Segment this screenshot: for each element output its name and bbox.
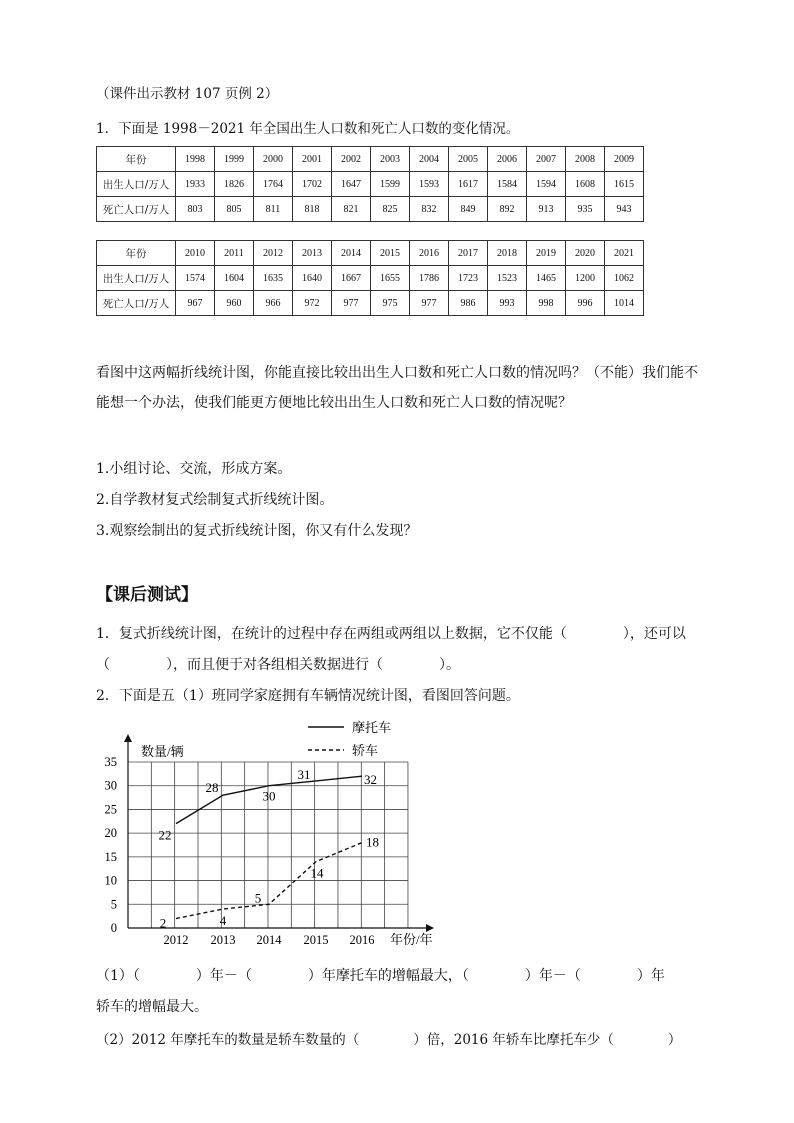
test-question-1-line-1: 1．复式折线统计图，在统计的过程中存在两组或两组以上数据，它不仅能（ ），还可以 [96, 626, 686, 642]
step-1: 1.小组讨论、交流，形成方案。 [96, 461, 292, 477]
x-axis-arrow [426, 924, 434, 932]
y-tick-label: 10 [104, 873, 117, 888]
sub-question-1-line-2: 轿车的增幅最大。 [96, 999, 208, 1015]
table-cell: 2013 [293, 241, 332, 266]
table-cell: 2002 [332, 147, 371, 172]
table-row-label: 出生人口/万人 [97, 266, 176, 291]
table-cell: 960 [215, 291, 254, 316]
table-cell: 1604 [215, 266, 254, 291]
data-label: 30 [262, 788, 276, 804]
table-cell: 1608 [566, 172, 605, 197]
table-cell: 2011 [215, 241, 254, 266]
y-axis-arrow [124, 734, 132, 742]
y-tick-label: 35 [104, 755, 117, 769]
table-cell: 2003 [371, 147, 410, 172]
table-cell: 1764 [254, 172, 293, 197]
table-cell: 2021 [605, 241, 644, 266]
table-cell: 2008 [566, 147, 605, 172]
table-cell: 1999 [215, 147, 254, 172]
sub-question-1-line-1: （1）（ ）年－（ ）年摩托车的增幅最大，（ ）年－（ ）年 [96, 968, 665, 984]
table-cell: 2014 [332, 241, 371, 266]
table-cell: 972 [293, 291, 332, 316]
x-tick-label: 2014 [256, 933, 282, 947]
question-1-title: 1．下面是 1998－2021 年全国出生人口数和死亡人口数的变化情况。 [96, 121, 520, 137]
x-axis-label: 年份/年 [390, 932, 433, 947]
table-cell: 993 [488, 291, 527, 316]
table-cell: 2019 [527, 241, 566, 266]
data-label: 31 [297, 766, 311, 782]
table-cell: 975 [371, 291, 410, 316]
step-2: 2.自学教材复式绘制复式折线统计图。 [96, 492, 334, 508]
table-cell: 1617 [449, 172, 488, 197]
table-cell: 2006 [488, 147, 527, 172]
data-label: 28 [205, 780, 219, 796]
data-label: 4 [219, 913, 227, 929]
table-cell: 2009 [605, 147, 644, 172]
intro-note: （课件出示教材 107 页例 2） [96, 86, 279, 102]
x-tick-label: 2016 [349, 933, 375, 947]
table-cell: 943 [605, 197, 644, 222]
table-row-label: 死亡人口/万人 [97, 291, 176, 316]
table-cell: 2004 [410, 147, 449, 172]
table-cell: 2018 [488, 241, 527, 266]
table-cell: 1584 [488, 172, 527, 197]
table-row-label: 出生人口/万人 [97, 172, 176, 197]
data-label: 32 [364, 772, 377, 788]
x-tick-label: 2013 [210, 933, 236, 947]
table-cell: 1826 [215, 172, 254, 197]
table-cell: 2010 [176, 241, 215, 266]
table-cell: 2000 [254, 147, 293, 172]
table-cell: 821 [332, 197, 371, 222]
table-cell: 2005 [449, 147, 488, 172]
table-cell: 1667 [332, 266, 371, 291]
legend-label: 轿车 [352, 743, 379, 758]
table-cell: 1723 [449, 266, 488, 291]
table-row-label: 死亡人口/万人 [97, 197, 176, 222]
table-cell: 1998 [176, 147, 215, 172]
table-cell: 2007 [527, 147, 566, 172]
table-cell: 966 [254, 291, 293, 316]
x-tick-label: 2012 [163, 933, 189, 947]
discussion-paragraph: 看图中这两幅折线统计图，你能直接比较出出生人口数和死亡人口数的情况吗？（不能）我们能不能想一个办法，使我们能更方便地比较出出生人口数和死亡人口数的情况呢？ [96, 365, 698, 411]
table-cell: 1635 [254, 266, 293, 291]
table-cell: 2015 [371, 241, 410, 266]
table-cell: 1200 [566, 266, 605, 291]
table-header-label: 年份 [97, 147, 176, 172]
y-tick-label: 5 [110, 897, 117, 912]
table-cell: 1647 [332, 172, 371, 197]
table-cell: 2020 [566, 241, 605, 266]
table-cell: 1014 [605, 291, 644, 316]
table-cell: 832 [410, 197, 449, 222]
data-label: 2 [159, 915, 167, 931]
legend-label: 摩托车 [352, 720, 392, 735]
table-cell: 892 [488, 197, 527, 222]
table-cell: 967 [176, 291, 215, 316]
data-label: 22 [158, 827, 172, 843]
table-cell: 986 [449, 291, 488, 316]
table-cell: 1640 [293, 266, 332, 291]
table-cell: 1594 [527, 172, 566, 197]
table-cell: 1933 [176, 172, 215, 197]
table-cell: 811 [254, 197, 293, 222]
chart-legend [308, 720, 391, 758]
table-cell: 1655 [371, 266, 410, 291]
table-cell: 1702 [293, 172, 332, 197]
table-cell: 849 [449, 197, 488, 222]
data-label: 18 [366, 834, 379, 850]
table-cell: 1465 [527, 266, 566, 291]
table-cell: 2001 [293, 147, 332, 172]
table-cell: 913 [527, 197, 566, 222]
y-tick-label: 25 [104, 802, 117, 817]
table-cell: 2017 [449, 241, 488, 266]
table-cell: 805 [215, 197, 254, 222]
table-cell: 818 [293, 197, 332, 222]
table-cell: 996 [566, 291, 605, 316]
y-tick-label: 0 [110, 921, 117, 935]
table-header-label: 年份 [97, 241, 176, 266]
test-question-2-title: 2．下面是五（1）班同学家庭拥有车辆情况统计图，看图回答问题。 [96, 688, 520, 704]
table-cell: 803 [176, 197, 215, 222]
table-cell: 2012 [254, 241, 293, 266]
table-cell: 1574 [176, 266, 215, 291]
step-3: 3.观察绘制出的复式折线统计图，你又有什么发现？ [96, 523, 418, 539]
y-tick-label: 20 [104, 826, 117, 841]
table-cell: 1593 [410, 172, 449, 197]
table-cell: 1615 [605, 172, 644, 197]
table-cell: 935 [566, 197, 605, 222]
section-title: 【课后测试】 [96, 585, 198, 605]
table-cell: 2016 [410, 241, 449, 266]
sub-question-2-line-1: （2）2012 年摩托车的数量是轿车数量的（ ）倍，2016 年轿车比摩托车少（ ） [96, 1032, 682, 1048]
table-cell: 998 [527, 291, 566, 316]
table-cell: 825 [371, 197, 410, 222]
table-cell: 1062 [605, 266, 644, 291]
data-label: 5 [254, 890, 262, 906]
table-cell: 1523 [488, 266, 527, 291]
y-tick-label: 15 [104, 849, 117, 864]
x-tick-label: 2015 [303, 933, 329, 947]
table-cell: 977 [410, 291, 449, 316]
chart-ticks [105, 744, 433, 947]
data-label: 14 [310, 865, 324, 881]
table-cell: 1786 [410, 266, 449, 291]
test-question-1-line-2: （ ），而且便于对各组相关数据进行（ ）。 [96, 657, 460, 673]
table-cell: 1599 [371, 172, 410, 197]
y-tick-label: 30 [104, 778, 117, 793]
y-axis-label: 数量/辆 [141, 744, 184, 759]
table-cell: 977 [332, 291, 371, 316]
